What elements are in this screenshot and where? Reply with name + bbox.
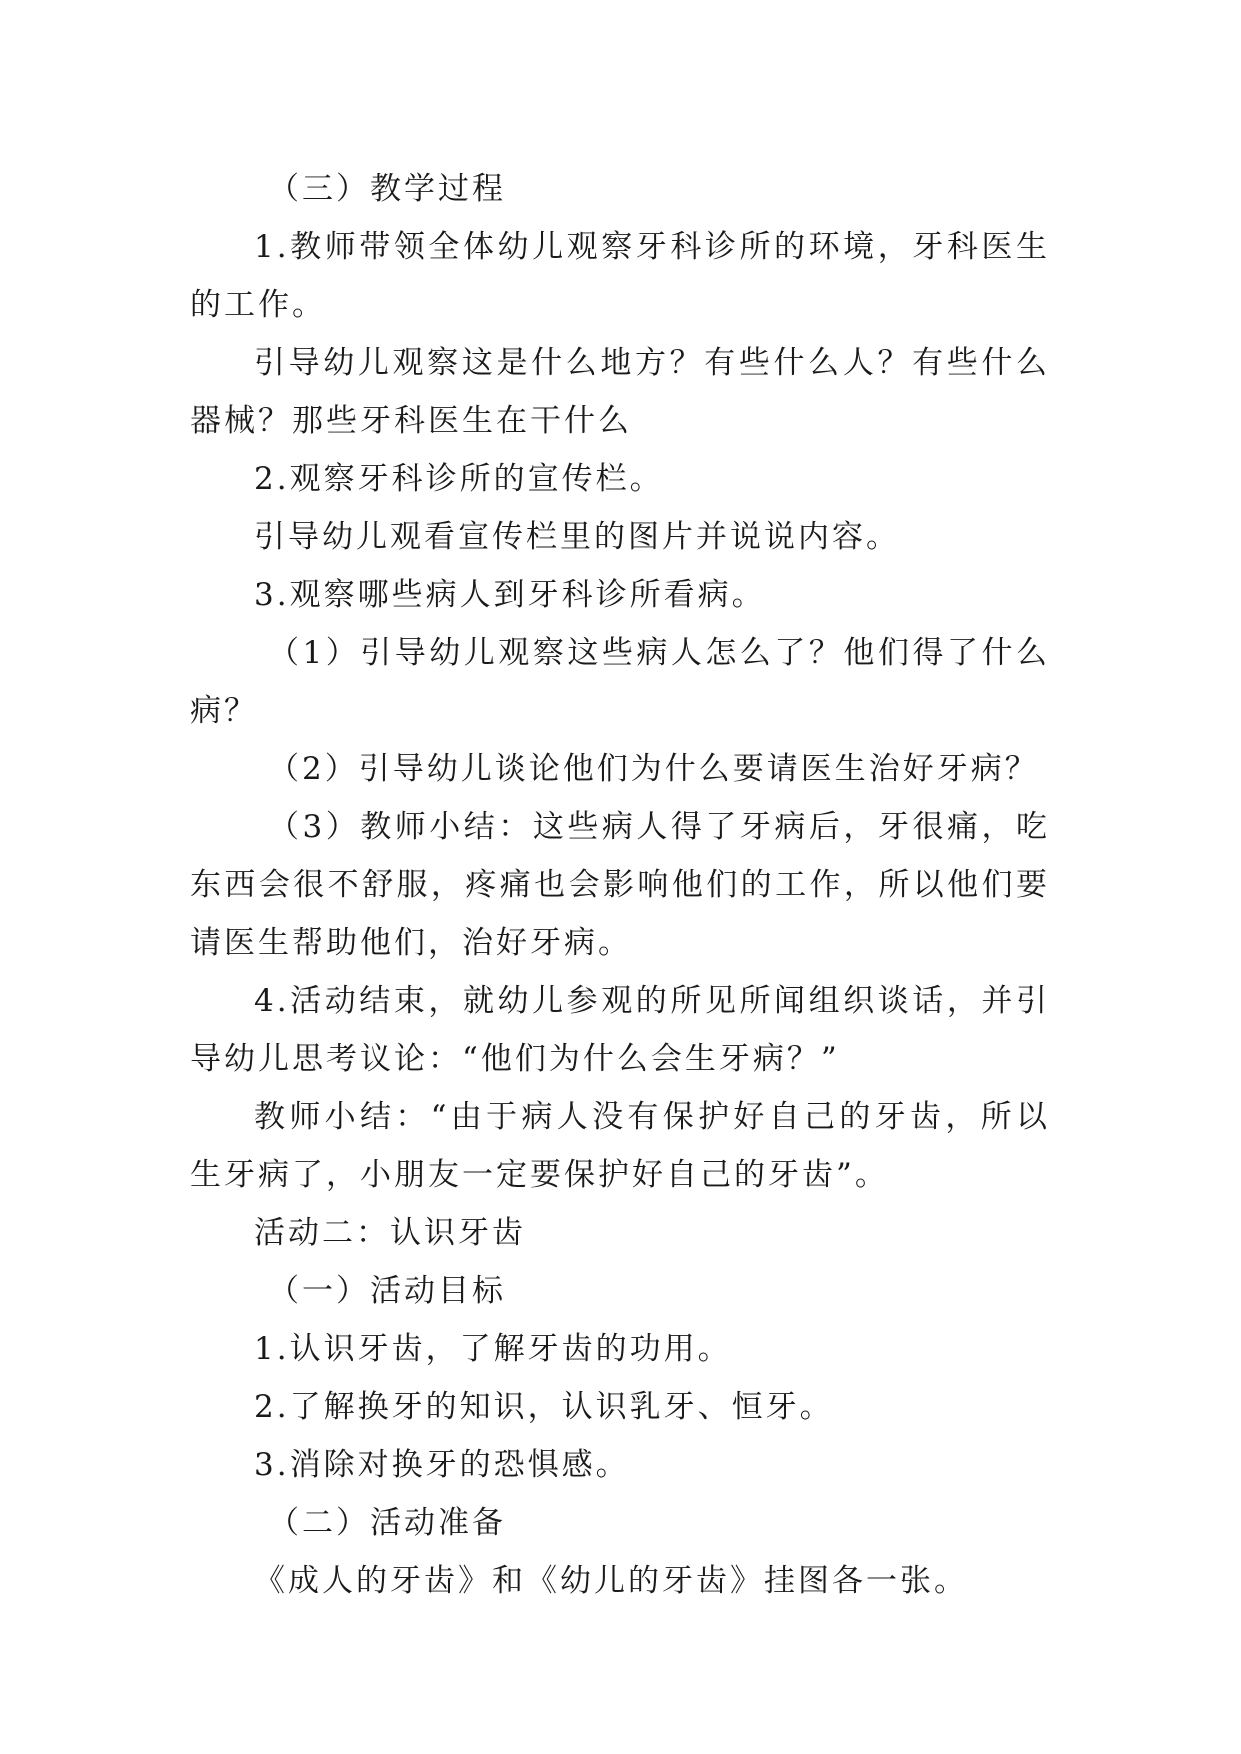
paragraph-goal-2: 2.了解换牙的知识，认识乳牙、恒牙。 [254,1389,834,1425]
paragraph-step-4: 4.活动结束，就幼儿参观的所见所闻组织谈话，并引导幼儿思考议论：“他们为什么会生牙病？” [190,983,1050,1077]
paragraph-step-1: 1.教师带领全体幼儿观察牙科诊所的环境，牙科医生的工作。 [190,229,1050,323]
paragraph-step-2: 2.观察牙科诊所的宣传栏。 [254,461,664,497]
section-heading-activity-goals: （一）活动目标 [268,1273,506,1309]
section-heading-activity-prep: （二）活动准备 [268,1505,506,1541]
paragraph-goal-3: 3.消除对换牙的恐惧感。 [254,1447,630,1483]
paragraph-teacher-summary: 教师小结：“由于病人没有保护好自己的牙齿，所以生牙病了，小朋友一定要保护好自己的牙齿”。 [190,1099,1050,1193]
paragraph-substep-3: （3）教师小结：这些病人得了牙病后，牙很痛，吃东西会很不舒服，疼痛也会影响他们的工作，所以他们要请医生帮助他们，治好牙病。 [190,809,1050,961]
paragraph-substep-2: （2）引导幼儿谈论他们为什么要请医生治好牙病？ [268,751,1039,787]
paragraph-guide-observe: 引导幼儿观察这是什么地方？有些什么人？有些什么器械？那些牙科医生在干什么 [190,345,1050,439]
section-heading-teaching-process: （三）教学过程 [268,171,506,207]
paragraph-guide-bulletin: 引导幼儿观看宣传栏里的图片并说说内容。 [254,519,900,555]
document-body [190,160,1050,1610]
paragraph-substep-1: （1）引导幼儿观察这些病人怎么了？他们得了什么病？ [190,635,1050,729]
paragraph-goal-1: 1.认识牙齿，了解牙齿的功用。 [254,1331,732,1367]
paragraph-prep-materials: 《成人的牙齿》和《幼儿的牙齿》挂图各一张。 [254,1563,968,1599]
section-heading-activity-2: 活动二：认识牙齿 [254,1215,526,1251]
paragraph-step-3: 3.观察哪些病人到牙科诊所看病。 [254,577,766,613]
